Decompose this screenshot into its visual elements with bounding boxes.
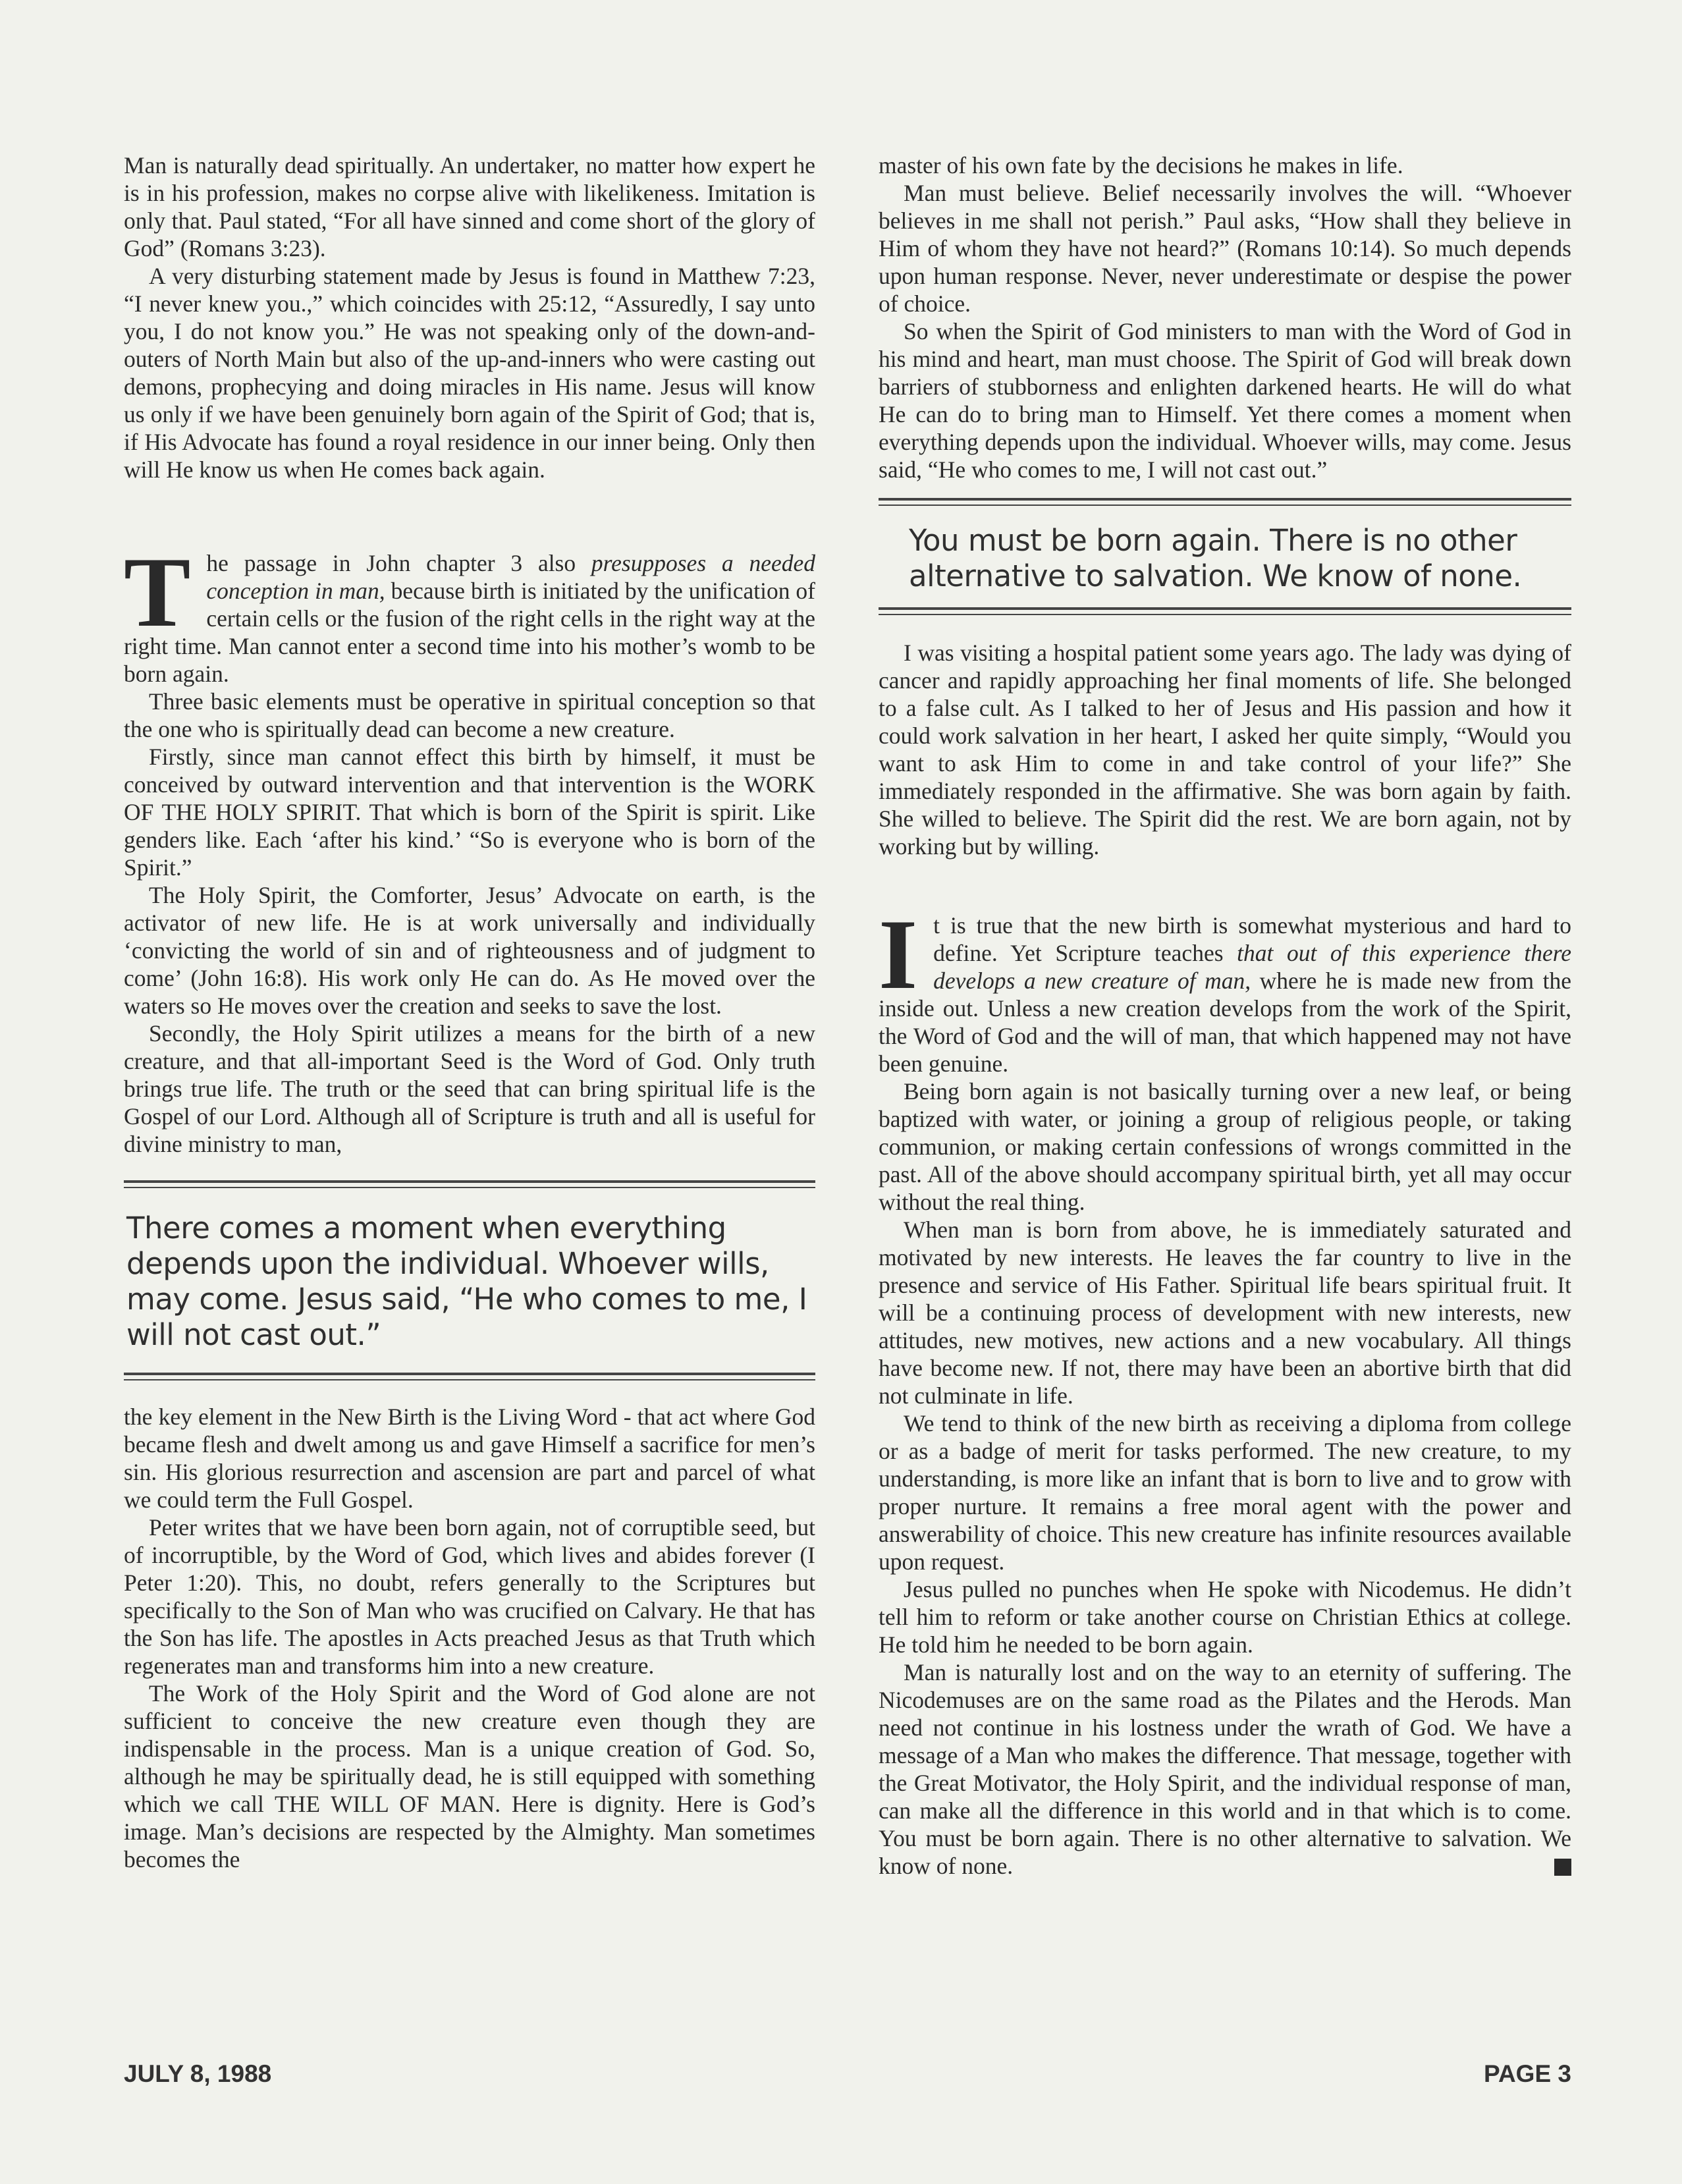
body-paragraph: master of his own fate by the decisions he makes in life. xyxy=(879,152,1403,178)
divider-rule xyxy=(124,1180,815,1188)
section-opening-paragraph: It is true that the new birth is somewhat mysterious and hard to define. Yet Scripture teaches that out of this experience there develops a new creature of man, where he is made new from the inside out. Unless a new creation develops from the work of the Spirit, the Word of God and the will of man, that which happened may not have been genuine. xyxy=(879,899,1571,1077)
body-paragraph: Secondly, the Holy Spirit utilizes a means for the birth of a new creature, and that all-important Seed is the Word of God. Only truth brings true life. The truth or the seed that can bring spiritual life is the Gospel of our Lord. Although all of Scripture is truth and all is useful for divine ministry to man, xyxy=(124,1020,815,1157)
body-paragraph: A very disturbing statement made by Jesus is found in Matthew 7:23, “I never knew you.,” which coincides with 25:12, “Assuredly, I say unto you, I do not know you.” He was not speaking only of the down-and-outers of North Main but also of the up-and-inners who were casting out demons, prophecying and doing miracles in His name. Jesus will know us only if we have been genuinely born again of the Spirit of God; that is, if His Advocate has found a royal residence in our inner being. Only then will He know us when He comes back again. xyxy=(124,263,815,483)
body-paragraph: When man is born from above, he is immediately saturated and motivated by new interests. He leaves the far country to live in the presence and service of His Father. Spiritual life bears spiritual fruit. It will be a continuing process of development with new interests, new attitudes, new motives, new actions and a new vocabulary. All things have become new. If not, there may have been an abortive birth that did not culminate in life. xyxy=(879,1216,1571,1409)
body-paragraph: So when the Spirit of God ministers to man with the Word of God in his mind and heart, man must choose. The Spirit of God will break down barriers of stubborness and enlighten darkened hearts. He will do what He can do to bring man to Himself. Yet there comes a moment when everything depends upon the individual. Whoever wills, may come. Jesus said, “He who comes to me, I will not cast out.” xyxy=(879,318,1571,483)
body-paragraph: The Work of the Holy Spirit and the Word of God alone are not sufficient to conceive the new creature even though they are indispensable in the process. Man is a unique creation of God. So, although he may be spiritually dead, he is still equipped with something which we call THE WILL OF MAN. Here is dignity. Here is God’s image. Man’s decisions are respected by the Almighty. Man sometimes becomes the xyxy=(124,1680,815,1872)
divider-rule xyxy=(124,1373,815,1380)
drop-cap: T xyxy=(124,537,191,647)
footer-page-number: PAGE 3 xyxy=(1484,2060,1571,2087)
right-column xyxy=(879,151,1571,1880)
body-paragraph: I was visiting a hospital patient some years ago. The lady was dying of cancer and rapidly approaching her final moments of life. She belonged to a false cult. As I talked to her of Jesus and His passion and how it could work salvation in her heart, I asked her quite simply, “Would you want to ask Him to come in and take control of your life?” She immediately responded in the affirmative. She was born again by faith. She willed to believe. The Spirit did the rest. We are born again, not by working but by willing. xyxy=(879,640,1571,860)
end-of-article-mark xyxy=(1554,1859,1571,1876)
divider-rule xyxy=(879,607,1571,615)
body-paragraph: We tend to think of the new birth as receiving a diploma from college or as a badge of merit for tasks performed. The new creature, to my understanding, is more like an infant that is born to live and to grow with proper nurture. It remains a free moral agent with the power and answerability of choice. This new creature has infinite resources available upon request. xyxy=(879,1410,1571,1575)
body-paragraph: Jesus pulled no punches when He spoke with Nicodemus. He didn’t tell him to reform or take another course on Christian Ethics at college. He told him he needed to be born again. xyxy=(879,1576,1571,1658)
body-paragraph: Man is naturally dead spiritually. An undertaker, no matter how expert he is in his profession, makes no corpse alive with likelikeness. Imitation is only that. Paul stated, “For all have sinned and come short of the glory of God” (Romans 3:23). xyxy=(124,152,815,261)
left-column xyxy=(124,151,815,1873)
section-opening-paragraph: The passage in John chapter 3 also presupposes a needed conception in man, because birth is initiated by the unification of certain cells or the fusion of the right cells in the right way at the right time. Man cannot enter a second time into his mother’s womb to be born again. xyxy=(124,537,815,687)
body-paragraph: Being born again is not basically turning over a new leaf, or being baptized with water, or joining a group of religious people, or taking communion, or making certain confessions of wrongs committed in the past. All of the above should accompany spiritual birth, yet all may occur without the real thing. xyxy=(879,1078,1571,1215)
body-paragraph: The Holy Spirit, the Comforter, Jesus’ Advocate on earth, is the activator of new life. He is at work universally and individually ‘convicting the world of sin and of righteousness and of judgment to come’ (John 16:8). His work only He can do. As He moved over the waters so He moves over the creation and seeks to save the lost. xyxy=(124,882,815,1019)
footer-date: JULY 8, 1988 xyxy=(124,2060,272,2087)
pull-quote: You must be born again. There is no other alternative to salvation. We know of none. xyxy=(909,523,1522,593)
drop-cap: I xyxy=(879,899,918,1010)
body-paragraph: Firstly, since man cannot effect this birth by himself, it must be conceived by outward intervention and that intervention is the WORK OF THE HOLY SPIRIT. That which is born of the Spirit is spirit. Like genders like. Each ‘after his kind.’ “So is everyone who is born of the Spirit.” xyxy=(124,744,815,881)
body-paragraph: Man must believe. Belief necessarily involves the will. “Whoever believes in me shall not perish.” Paul asks, “How shall they believe in Him of whom they have not heard?” (Romans 10:14). So much depends upon human response. Never, never underestimate or despise the power of choice. xyxy=(879,180,1571,317)
body-paragraph: the key element in the New Birth is the Living Word - that act where God became flesh and dwelt among us and gave Himself a sacrifice for men’s sin. His glorious resurrection and ascension are part and parcel of what we could term the Full Gospel. xyxy=(124,1404,815,1513)
emphasis-text: that out of this experience there develops a new creature of man, xyxy=(933,940,1571,994)
body-paragraph: Three basic elements must be operative in spiritual conception so that the one who is spiritually dead can become a new creature. xyxy=(124,688,815,742)
emphasis-text: presupposes a needed conception in man, xyxy=(206,550,815,604)
pull-quote: There comes a moment when everything depends upon the individual. Whoever wills, may come. Jesus said, “He who comes to me, I will not cast out.” xyxy=(126,1211,807,1352)
divider-rule xyxy=(879,498,1571,506)
body-paragraph: Man is naturally lost and on the way to an eternity of suffering. The Nicodemuses are on the same road as the Pilates and the Herods. Man need not continue in his lostness under the wrath of God. We have a message of a Man who makes the difference. That message, together with the Great Motivator, the Holy Spirit, and the individual response of man, can make all the difference in this world and in that which is to come. You must be born again. There is no other alternative to salvation. We know of none. xyxy=(879,1659,1571,1879)
body-paragraph: Peter writes that we have been born again, not of corruptible seed, but of incorruptible, by the Word of God, which lives and abides forever (I Peter 1:20). This, no doubt, refers generally to the Scriptures but specifically to the Son of Man who was crucified on Calvary. He that has the Son has life. The apostles in Acts preached Jesus as that Truth which regenerates man and transforms him into a new creature. xyxy=(124,1514,815,1679)
